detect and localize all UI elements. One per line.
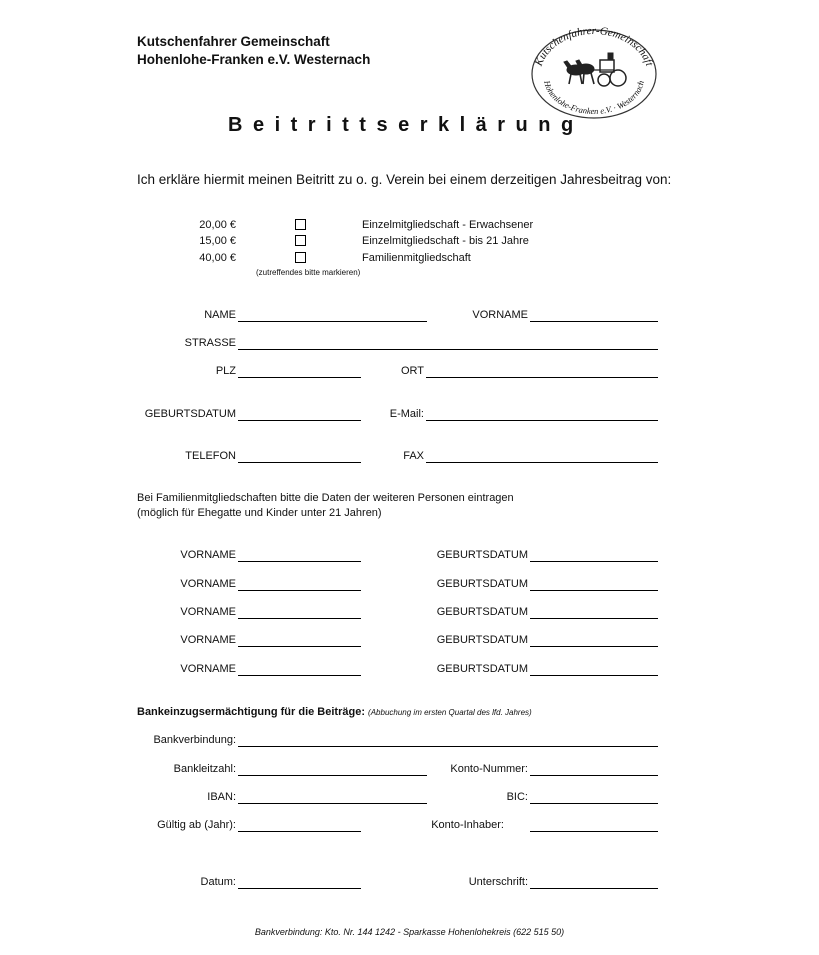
family-vorname-label-2: VORNAME — [180, 578, 236, 590]
svg-text:Kutschenfahrer-Gemeinschaft — [532, 25, 655, 69]
unterschrift-field[interactable] — [530, 888, 658, 889]
family-vorname-label-3: VORNAME — [180, 606, 236, 618]
fee-price-2: 15,00 € — [199, 235, 236, 247]
family-geburtsdatum-field-2[interactable] — [530, 590, 658, 591]
family-geburtsdatum-label-3: GEBURTSDATUM — [436, 606, 528, 618]
telefon-field[interactable] — [238, 462, 361, 463]
form-title: Beitrittserklärung — [228, 114, 584, 136]
family-vorname-field-4[interactable] — [238, 646, 361, 647]
family-geburtsdatum-label-4: GEBURTSDATUM — [436, 634, 528, 646]
family-vorname-field-3[interactable] — [238, 618, 361, 619]
family-geburtsdatum-field-3[interactable] — [530, 618, 658, 619]
fee-checkbox-3[interactable] — [295, 252, 306, 263]
strasse-label: STRASSE — [184, 337, 236, 349]
telefon-label: TELEFON — [185, 450, 236, 462]
fax-field[interactable] — [426, 462, 658, 463]
email-field[interactable] — [426, 420, 658, 421]
inhaber-label: Konto-Inhaber: — [431, 819, 504, 831]
bank-heading-row — [137, 706, 532, 718]
name-field[interactable] — [238, 321, 427, 322]
datum-field[interactable] — [238, 888, 361, 889]
kontonummer-field[interactable] — [530, 775, 658, 776]
family-geburtsdatum-label-2: GEBURTSDATUM — [436, 578, 528, 590]
iban-field[interactable] — [238, 803, 427, 804]
vorname-field[interactable] — [530, 321, 658, 322]
family-vorname-field-1[interactable] — [238, 561, 361, 562]
plz-field[interactable] — [238, 377, 361, 378]
family-vorname-label-5: VORNAME — [180, 663, 236, 675]
fax-label: FAX — [403, 450, 424, 462]
fee-hint: (zutreffendes bitte markieren) — [256, 268, 361, 277]
fee-price-1: 20,00 € — [199, 219, 236, 231]
intro-text: Ich erkläre hiermit meinen Beitritt zu o. g. Verein bei einem derzeitigen Jahresbeitrag von: — [137, 172, 672, 187]
email-label: E-Mail: — [389, 408, 424, 420]
horse-carriage-icon — [564, 53, 626, 86]
bankleitzahl-label: Bankleitzahl: — [173, 763, 236, 775]
geburtsdatum-field[interactable] — [238, 420, 361, 421]
fee-label-3: Familienmitgliedschaft — [362, 252, 471, 264]
footer-bank-info: Bankverbindung: Kto. Nr. 144 1242 - Sparkasse Hohenlohekreis (622 515 50) — [254, 927, 565, 937]
org-name-line2: Hohenlohe-Franken e.V. Westernach — [137, 52, 371, 67]
gueltig-label: Gültig ab (Jahr): — [157, 819, 236, 831]
bank-heading: Bankeinzugsermächtigung für die Beiträge: — [137, 706, 365, 718]
datum-label: Datum: — [200, 876, 236, 888]
ort-field[interactable] — [426, 377, 658, 378]
unterschrift-label: Unterschrift: — [468, 876, 528, 888]
iban-label: IBAN: — [207, 791, 236, 803]
plz-label: PLZ — [215, 365, 236, 377]
family-geburtsdatum-field-5[interactable] — [530, 675, 658, 676]
fee-checkbox-2[interactable] — [295, 235, 306, 246]
bankverbindung-field[interactable] — [238, 746, 658, 747]
bic-label: BIC: — [506, 791, 528, 803]
family-geburtsdatum-field-4[interactable] — [530, 646, 658, 647]
geburtsdatum-label: GEBURTSDATUM — [144, 408, 236, 420]
vorname-label: VORNAME — [472, 309, 528, 321]
logo-top-text: Kutschenfahrer-Gemeinschaft — [532, 24, 656, 68]
fee-price-3: 40,00 € — [199, 252, 236, 264]
club-logo — [528, 20, 660, 120]
gueltig-field[interactable] — [238, 831, 361, 832]
name-label: NAME — [204, 309, 236, 321]
fee-label-2: Einzelmitgliedschaft - bis 21 Jahre — [362, 235, 529, 247]
inhaber-field[interactable] — [530, 831, 658, 832]
bankverbindung-label: Bankverbindung: — [153, 734, 236, 746]
family-note-line2: (möglich für Ehegatte und Kinder unter 21 Jahren) — [137, 507, 382, 519]
bank-heading-note: (Abbuchung im ersten Quartal des lfd. Jahres) — [368, 708, 532, 717]
strasse-field[interactable] — [238, 349, 658, 350]
bic-field[interactable] — [530, 803, 658, 804]
kontonummer-label: Konto-Nummer: — [450, 763, 528, 775]
fee-label-1: Einzelmitgliedschaft - Erwachsener — [362, 219, 534, 231]
family-vorname-label-4: VORNAME — [180, 634, 236, 646]
fee-checkbox-1[interactable] — [295, 219, 306, 230]
family-vorname-field-2[interactable] — [238, 590, 361, 591]
bankleitzahl-field[interactable] — [238, 775, 427, 776]
family-vorname-label-1: VORNAME — [180, 549, 236, 561]
logo-bottom-text: Hohenlohe-Franken e.V. · Westernach — [542, 79, 646, 117]
org-name-line1: Kutschenfahrer Gemeinschaft — [137, 34, 330, 49]
family-note-line1: Bei Familienmitgliedschaften bitte die Daten der weiteren Personen eintragen — [137, 492, 514, 504]
family-geburtsdatum-label-5: GEBURTSDATUM — [436, 663, 528, 675]
family-geburtsdatum-label-1: GEBURTSDATUM — [436, 549, 528, 561]
family-geburtsdatum-field-1[interactable] — [530, 561, 658, 562]
family-vorname-field-5[interactable] — [238, 675, 361, 676]
ort-label: ORT — [400, 365, 424, 377]
